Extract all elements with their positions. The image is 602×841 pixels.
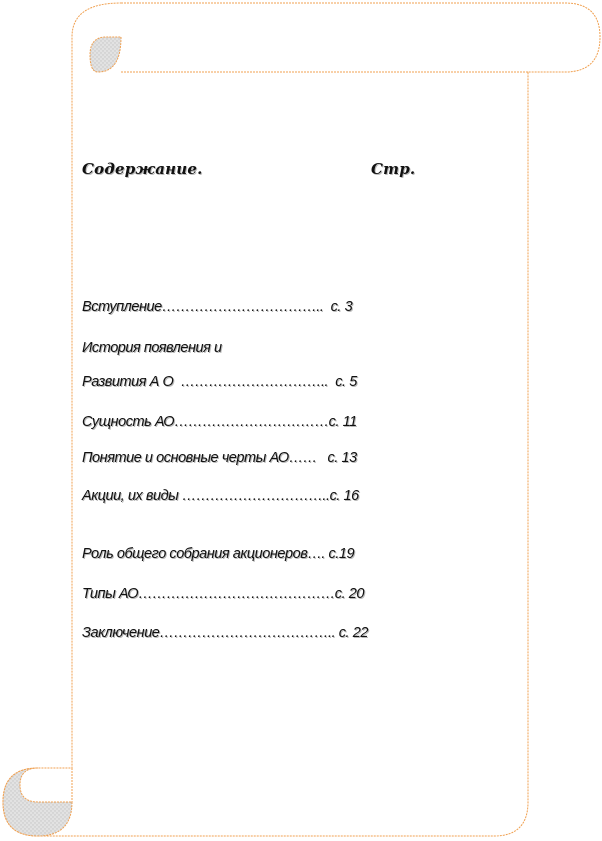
toc-entry-conclusion: Заключение……………………………….. с. 22: [82, 625, 368, 641]
contents-title: Содержание.: [82, 160, 203, 178]
bottom-curl-icon: [3, 768, 72, 836]
toc-entry-history-line2: Развития А О ………………………….. с. 5: [82, 374, 357, 390]
toc-entry-shareholders-meeting: Роль общего собрания акционеров…. с.19: [82, 546, 355, 562]
page-column-title: Стр.: [371, 160, 416, 178]
toc-entry-types: Типы АО……………………………………с. 20: [82, 586, 364, 602]
toc-entry-introduction: Вступление…………………………….. с. 3: [82, 299, 353, 315]
toc-entry-shares: Акции, их виды …………………………..с. 16: [82, 488, 359, 504]
toc-entry-concept: Понятие и основные черты АО…… с. 13: [82, 450, 357, 466]
top-curl-icon: [90, 37, 121, 72]
toc-entry-essence: Сущность АО……………………………с. 11: [82, 414, 357, 430]
toc-entry-history-line1: История появления и: [82, 340, 222, 356]
